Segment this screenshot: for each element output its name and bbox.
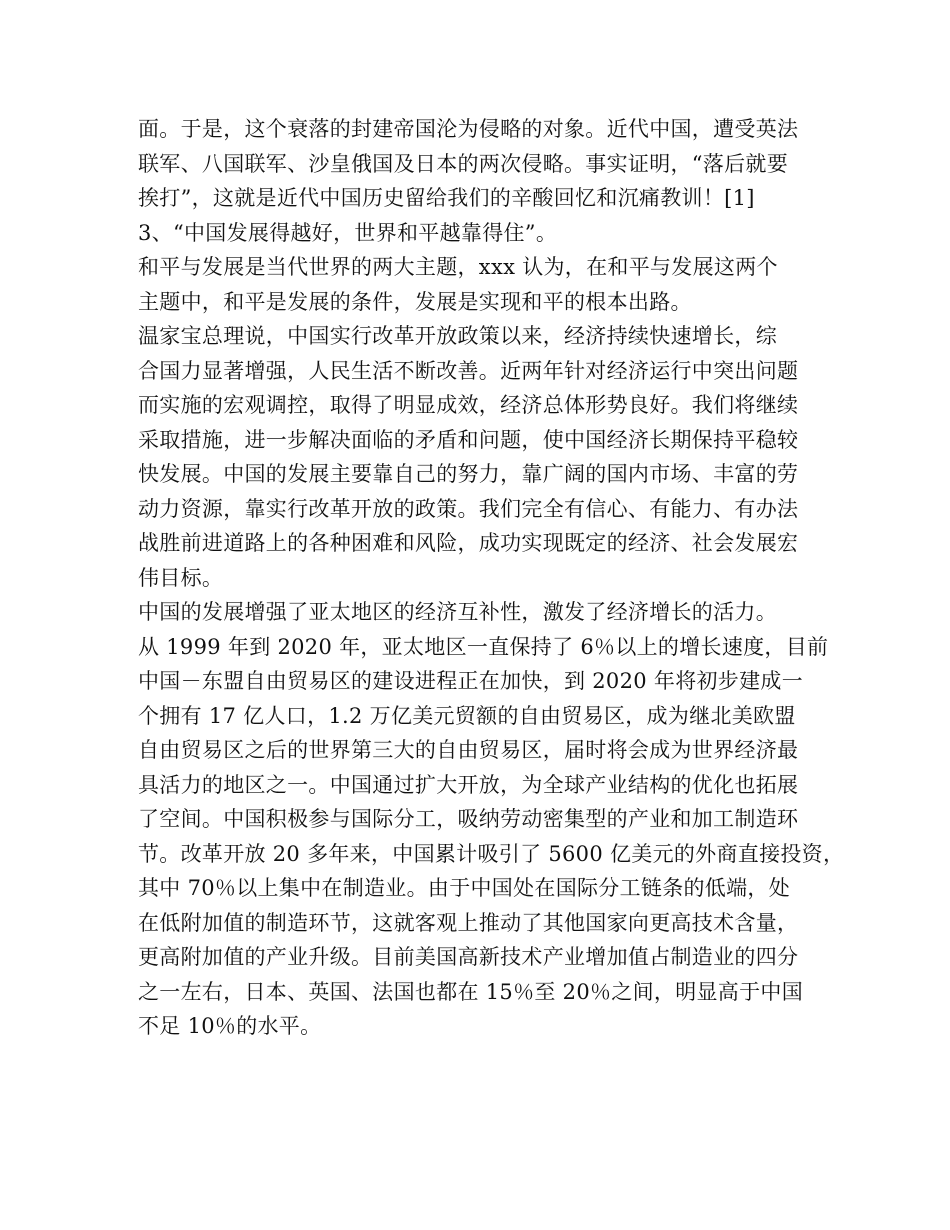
text-line: 具活力的地区之一。中国通过扩大开放，为全球产业结构的优化也拓展 (138, 772, 799, 797)
text-line: 自由贸易区之后的世界第三大的自由贸易区，届时将会成为世界经济最 (138, 738, 799, 762)
text-line: 联军、八国联军、沙皇俄国及日本的两次侵略。事实证明，“落后就要 (138, 151, 789, 176)
text-line: 采取措施，进一步解决面临的矛盾和问题，使中国经济长期保持平稳较 (138, 427, 799, 452)
text-line: 而实施的宏观调控，取得了明显成效，经济总体形势良好。我们将继续 (138, 393, 799, 417)
text-line: 战胜前进道路上的各种困难和风险，成功实现既定的经济、社会发展宏 (138, 531, 799, 555)
text-line: 之一左右，日本、英国、法国也都在 15％至 20％之间，明显高于中国 (138, 979, 803, 1004)
text-line: 中国－东盟自由贸易区的建设进程正在加快，到 2020 年将初步建成一 (138, 669, 803, 693)
text-line: 不足 10％的水平。 (138, 1014, 322, 1038)
text-line: 中国的发展增强了亚太地区的经济互补性，激发了经济增长的活力。 (138, 600, 777, 624)
text-line: 节。改革开放 20 多年来，中国累计吸引了 5600 亿美元的外商直接投资， (138, 841, 845, 866)
text-line: 温家宝总理说，中国实行改革开放政策以来，经济持续快速增长，综 (138, 324, 777, 348)
document-body (138, 112, 845, 1044)
text-line: 面。于是，这个衰落的封建帝国沦为侵略的对象。近代中国，遭受英法 (138, 117, 799, 141)
text-line: 了空间。中国积极参与国际分工，吸纳劳动密集型的产业和加工制造环 (138, 807, 799, 831)
text-line: 更高附加值的产业升级。目前美国高新技术产业增加值占制造业的四分 (138, 945, 799, 969)
text-line: 伟目标。 (138, 565, 224, 590)
text-line: 合国力显著增强，人民生活不断改善。近两年针对经济运行中突出问题 (138, 358, 799, 383)
text-line: 从 1999 年到 2020 年，亚太地区一直保持了 6％以上的增长速度，目前 (138, 634, 829, 659)
section-heading-line: 3、“中国发展得越好，世界和平越靠得住”。 (138, 220, 558, 245)
text-line: 和平与发展是当代世界的两大主题，xxx 认为，在和平与发展这两个 (138, 255, 778, 279)
text-line: 个拥有 17 亿人口，1.2 万亿美元贸额的自由贸易区，成为继北美欧盟 (138, 703, 796, 728)
text-line: 快发展。中国的发展主要靠自己的努力，靠广阔的国内市场、丰富的劳 (138, 462, 799, 486)
text-line: 主题中，和平是发展的条件，发展是实现和平的根本出路。 (138, 289, 692, 314)
text-line: 其中 70％以上集中在制造业。由于中国处在国际分工链条的低端，处 (138, 876, 790, 900)
text-line: 在低附加值的制造环节，这就客观上推动了其他国家向更高技术含量， (138, 910, 799, 935)
text-line: 动力资源，靠实行改革开放的政策。我们完全有信心、有能力、有办法 (138, 496, 799, 521)
text-line: 挨打”，这就是近代中国历史留给我们的辛酸回忆和沉痛教训！[1] (138, 186, 755, 210)
